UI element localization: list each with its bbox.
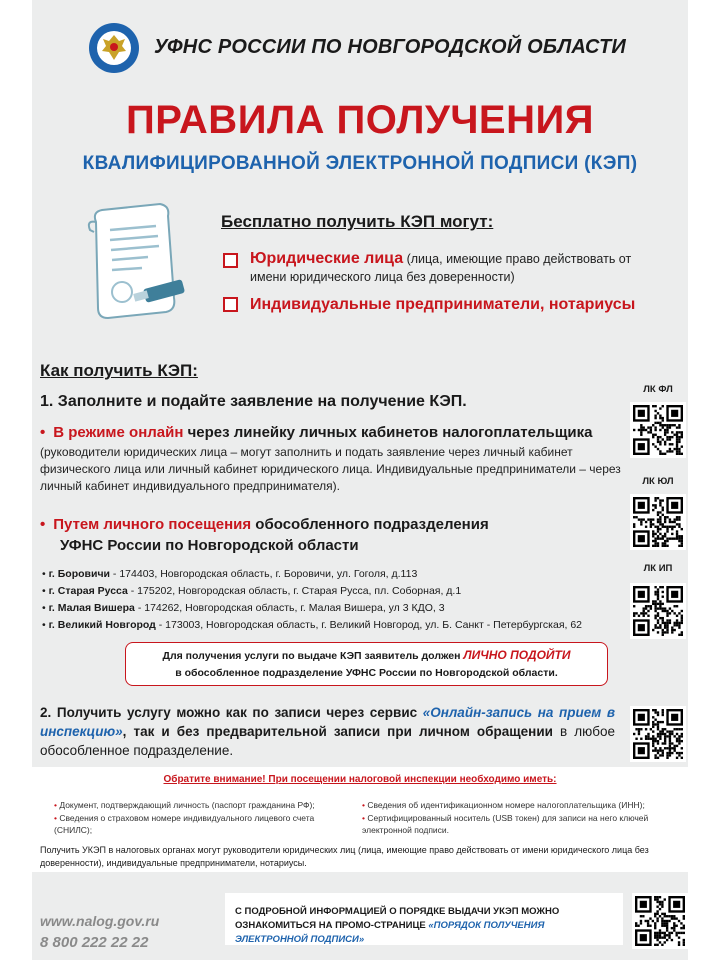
hotline-phone: 8 800 222 22 22 (40, 934, 149, 951)
qr-label-ip: ЛК ИП (643, 563, 673, 574)
fns-emblem-icon (88, 22, 140, 74)
personal-visit-notice: Для получения услуги по выдаче КЭП заявитель должен ЛИЧНО ПОДОЙТИ в обособленное подразделение УФНС России по Новгородской области. (125, 642, 608, 686)
qr-code-icon[interactable] (630, 583, 686, 639)
category-note: (лица, имеющие право действовать от имени юридического лица без доверенности) (250, 252, 632, 284)
qr-code-icon[interactable] (630, 706, 686, 762)
online-text: через линейку личных кабинетов налогоплательщика (183, 424, 593, 441)
ukep-note: Получить УКЭП в налоговых органах могут руководители юридических лиц (лица, имеющие право действовать от имени юридического лица без доверенности), индивидуальные предприниматели, нотариусы. (40, 845, 649, 868)
step-1: 1. Заполните и подайте заявление на получение КЭП. (40, 393, 467, 410)
visit-line2: УФНС России по Новгородской области (60, 537, 359, 554)
address-item: • г. Старая Русса - 175202, Новгородская область, г. Старая Русса, пл. Соборная, д.1 (42, 585, 462, 597)
address-item: • г. Малая Вишера - 174262, Новгородская область, г. Малая Вишера, ул 3 КДО, 3 (42, 602, 445, 614)
bullet-icon: • (40, 516, 46, 533)
category-entrepreneurs: Индивидуальные предприниматели, нотариусы (250, 296, 636, 313)
qr-label-ul: ЛК ЮЛ (642, 476, 674, 487)
qr-code-icon[interactable] (632, 893, 688, 949)
address-item: • г. Боровичи - 174403, Новгородская область, г. Боровичи, ул. Гоголя, д.113 (42, 568, 418, 580)
requirements-right: • Сведения об идентификационном номере налогоплательщика (ИНН); • Сертифицированный носитель (USB токен) для записи на него ключей электронной подписи. (362, 800, 649, 835)
bullet-icon: • (40, 424, 46, 441)
requirements-left: • Документ, подтверждающий личность (паспорт гражданина РФ); • Сведения о страховом номере индивидуального лицевого счета (СНИЛС); (54, 800, 315, 835)
checkbox-icon (223, 297, 238, 312)
page-subtitle: КВАЛИФИЦИРОВАННОЙ ЭЛЕКТРОННОЙ ПОДПИСИ (КЭП) (82, 153, 638, 174)
promo-box: С ПОДРОБНОЙ ИНФОРМАЦИЕЙ О ПОРЯДКЕ ВЫДАЧИ УКЭП МОЖНО ОЗНАКОМИТЬСЯ НА ПРОМО-СТРАНИЦЕ «ПОРЯДОК ПОЛУЧЕНИЯ ЭЛЕКТРОННОЙ ПОДПИСИ» (225, 893, 623, 945)
step-2: 2. Получить услугу можно как по записи через сервис «Онлайн-запись на прием в инспекцию», так и без предварительной записи при личном обращении в любое обособленное подразделение. (40, 705, 615, 758)
free-heading: Бесплатно получить КЭП могут: (221, 212, 494, 231)
how-heading: Как получить КЭП: (40, 361, 198, 380)
header (88, 22, 688, 74)
org-name: УФНС РОССИИ ПО НОВГОРОДСКОЙ ОБЛАСТИ (154, 36, 626, 58)
qr-code-icon[interactable] (630, 494, 686, 550)
document-usb-illustration (82, 200, 192, 330)
promo-link[interactable]: «ПОРЯДОК ПОЛУЧЕНИЯ ЭЛЕКТРОННОЙ ПОДПИСИ» (235, 920, 545, 945)
visit-method (40, 514, 625, 556)
online-booking-link[interactable]: «Онлайн-запись на прием в инспекцию» (40, 705, 615, 739)
visit-label: Путем личного посещения (53, 516, 252, 533)
requirements-heading: Обратите внимание! При посещении налоговой инспекции необходимо иметь: (163, 774, 557, 785)
address-item: • г. Великий Новгород - 173003, Новгородская область, г. Великий Новгород, ул. Б. Санкт - Петербургская, 62 (42, 619, 583, 631)
qr-label-fl: ЛК ФЛ (643, 384, 673, 395)
checkbox-icon (223, 253, 238, 268)
visit-text: обособленного подразделения (251, 516, 489, 533)
page-title: ПРАВИЛА ПОЛУЧЕНИЯ (126, 98, 594, 142)
category-legal-entities (250, 250, 650, 286)
online-label: В режиме онлайн (53, 424, 184, 441)
qr-code-icon[interactable] (630, 402, 686, 458)
category-label: Юридические лица (250, 250, 404, 267)
website-link[interactable]: www.nalog.gov.ru (40, 913, 160, 929)
address-list (42, 566, 627, 634)
online-note: (руководители юридических лица – могут заполнить и подать заявление через личный кабинет физического лица или личный кабинет юридического лица. Индивидуальные предприниматели – через личный кабинет индивидуального предпринимателя). (40, 445, 621, 493)
online-method (40, 424, 625, 495)
